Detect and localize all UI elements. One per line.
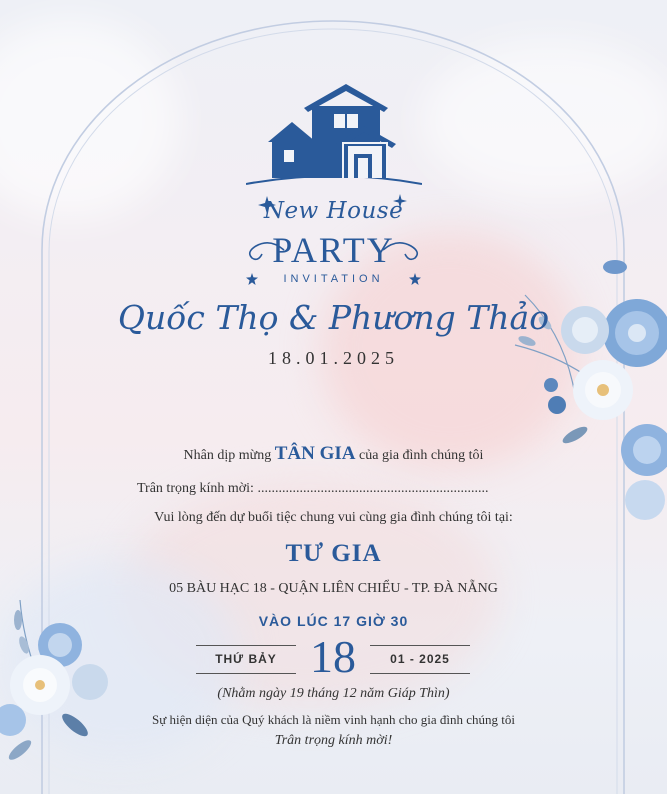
occasion-line [0,443,667,465]
title-invitation: INVITATION [283,273,384,285]
weekday: THỨ BẢY [215,652,277,666]
closing-text: Trân trọng kính mời! [274,733,393,748]
month-year: 01 - 2025 [390,652,450,666]
divider [196,673,296,674]
event-time: VÀO LÚC 17 GIỜ 30 [258,613,409,629]
lunar-date: (Nhằm ngày 19 tháng 12 năm Giáp Thìn) [217,686,450,701]
event-date: 18.01.2025 [268,348,399,368]
occasion-suffix: của gia đình chúng tôi [359,448,484,463]
flower-bouquet-right [505,255,667,535]
divider [370,645,470,646]
occasion-prefix: Nhân dịp mừng [183,448,272,463]
venue-name: TƯ GIA [285,540,382,567]
divider [370,673,470,674]
house-icon [246,80,422,192]
divider [196,645,296,646]
venue-address: 05 BÀU HẠC 18 - QUẬN LIÊN CHIỂU - TP. ĐÀ NẴNG [169,581,498,596]
guest-line [137,481,488,497]
honor-text: Sự hiện diện của Quý khách là niềm vinh hạnh cho gia đình chúng tôi [151,712,516,727]
host-names: Quốc Thọ & Phương Thảo [117,298,550,337]
occasion-highlight: TÂN GIA [274,443,356,464]
welcome-text: Vui lòng đến dự buổi tiệc chung vui cùng gia đình chúng tôi tại: [154,510,513,525]
title-party: PARTY [272,230,395,270]
title-new-house: New House [263,198,404,224]
day-number: 18 [310,631,356,682]
respect-label: Trân trọng kính mời: [137,481,254,496]
guest-name-blank: .................................................................. [257,481,489,496]
